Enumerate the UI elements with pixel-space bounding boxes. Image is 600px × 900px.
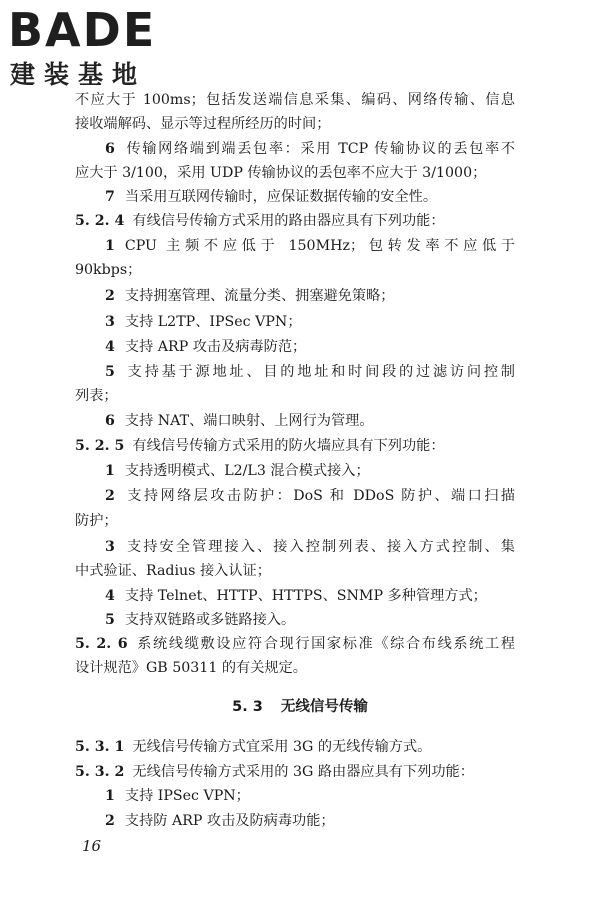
list-item: 2 支持防 ARP 攻击及防病毒功能； [105, 813, 335, 829]
list-item: 2 支持网络层攻击防护：DoS 和 DDoS 防护、端口扫描 [105, 488, 515, 504]
item-number: 1 [105, 238, 115, 254]
list-item: 6 传输网络端到端丢包率：采用 TCP 传输协议的丢包率不 [105, 141, 515, 157]
text-line: 应大于 3/100，采用 UDP 传输协议的丢包率不应大于 3/1000； [75, 165, 487, 181]
list-item: 4 支持 Telnet、HTTP、HTTPS、SNMP 多种管理方式； [105, 588, 487, 604]
text-line: 中式验证、Radius 接入认证； [75, 563, 271, 579]
list-item: 3 支持 L2TP、IPSec VPN； [105, 314, 302, 330]
text-line: 设计规范》GB 50311 的有关规定。 [75, 660, 307, 676]
item-number: 5 [105, 612, 115, 628]
item-number: 3 [105, 314, 115, 330]
clause-number: 5. 3. 1 [75, 739, 125, 755]
item-number: 1 [105, 788, 115, 804]
clause-number: 5. 2. 4 [75, 213, 125, 229]
text-line: 不应大于 100ms；包括发送端信息采集、编码、网络传输、信息 [75, 92, 515, 108]
logo-text: BADE [8, 3, 157, 57]
clause-number: 5. 2. 5 [75, 438, 125, 454]
item-number: 2 [105, 813, 115, 829]
item-number: 7 [105, 189, 115, 205]
list-item: 2 支持拥塞管理、流量分类、拥塞避免策略； [105, 288, 395, 304]
text-line: 防护； [75, 513, 118, 529]
clause-number: 5. 3. 2 [75, 764, 125, 780]
clause-heading: 5. 2. 5 有线信号传输方式采用的防火墙应具有下列功能： [75, 438, 445, 454]
page-number: 16 [82, 837, 102, 855]
section-number: 5. 3 [232, 699, 263, 715]
clause-heading: 5. 2. 4 有线信号传输方式采用的路由器应具有下列功能： [75, 213, 445, 229]
section-title-text: 无线信号传输 [280, 699, 368, 715]
item-number: 6 [105, 141, 115, 157]
list-item: 1 支持透明模式、L2/L3 混合模式接入； [105, 463, 370, 479]
list-item: 3 支持安全管理接入、接入控制列表、接入方式控制、集 [105, 539, 515, 555]
clause-heading: 5. 2. 6 系统线缆敷设应符合现行国家标准《综合布线系统工程 [75, 636, 515, 652]
item-number: 1 [105, 463, 115, 479]
item-number: 4 [105, 339, 115, 355]
clause-heading: 5. 3. 1 无线信号传输方式宜采用 3G 的无线传输方式。 [75, 739, 432, 755]
item-number: 4 [105, 588, 115, 604]
text-line: 90kbps； [75, 262, 142, 278]
list-item: 5 支持双链路或多链路接入。 [105, 612, 296, 628]
list-item: 1 CPU 主频不应低于 150MHz；包转发率不应低于 [105, 238, 515, 254]
item-number: 6 [105, 413, 115, 429]
text-line: 接收端解码、显示等过程所经历的时间； [75, 116, 331, 132]
list-item: 4 支持 ARP 攻击及病毒防范； [105, 339, 307, 355]
list-item: 7 当采用互联网传输时，应保证数据传输的安全性。 [105, 189, 438, 205]
item-number: 3 [105, 539, 115, 555]
logo-subtitle: 建装基地 [10, 60, 147, 89]
list-item: 1 支持 IPSec VPN； [105, 788, 250, 804]
list-item: 6 支持 NAT、端口映射、上网行为管理。 [105, 413, 374, 429]
item-number: 2 [105, 288, 115, 304]
section-title [0, 697, 600, 717]
item-number: 5 [105, 364, 115, 380]
text-line: 列表； [75, 388, 118, 404]
clause-heading: 5. 3. 2 无线信号传输方式采用的 3G 路由器应具有下列功能： [75, 764, 474, 780]
clause-number: 5. 2. 6 [75, 636, 128, 652]
item-number: 2 [105, 488, 115, 504]
list-item: 5 支持基于源地址、目的地址和时间段的过滤访问控制 [105, 364, 515, 380]
